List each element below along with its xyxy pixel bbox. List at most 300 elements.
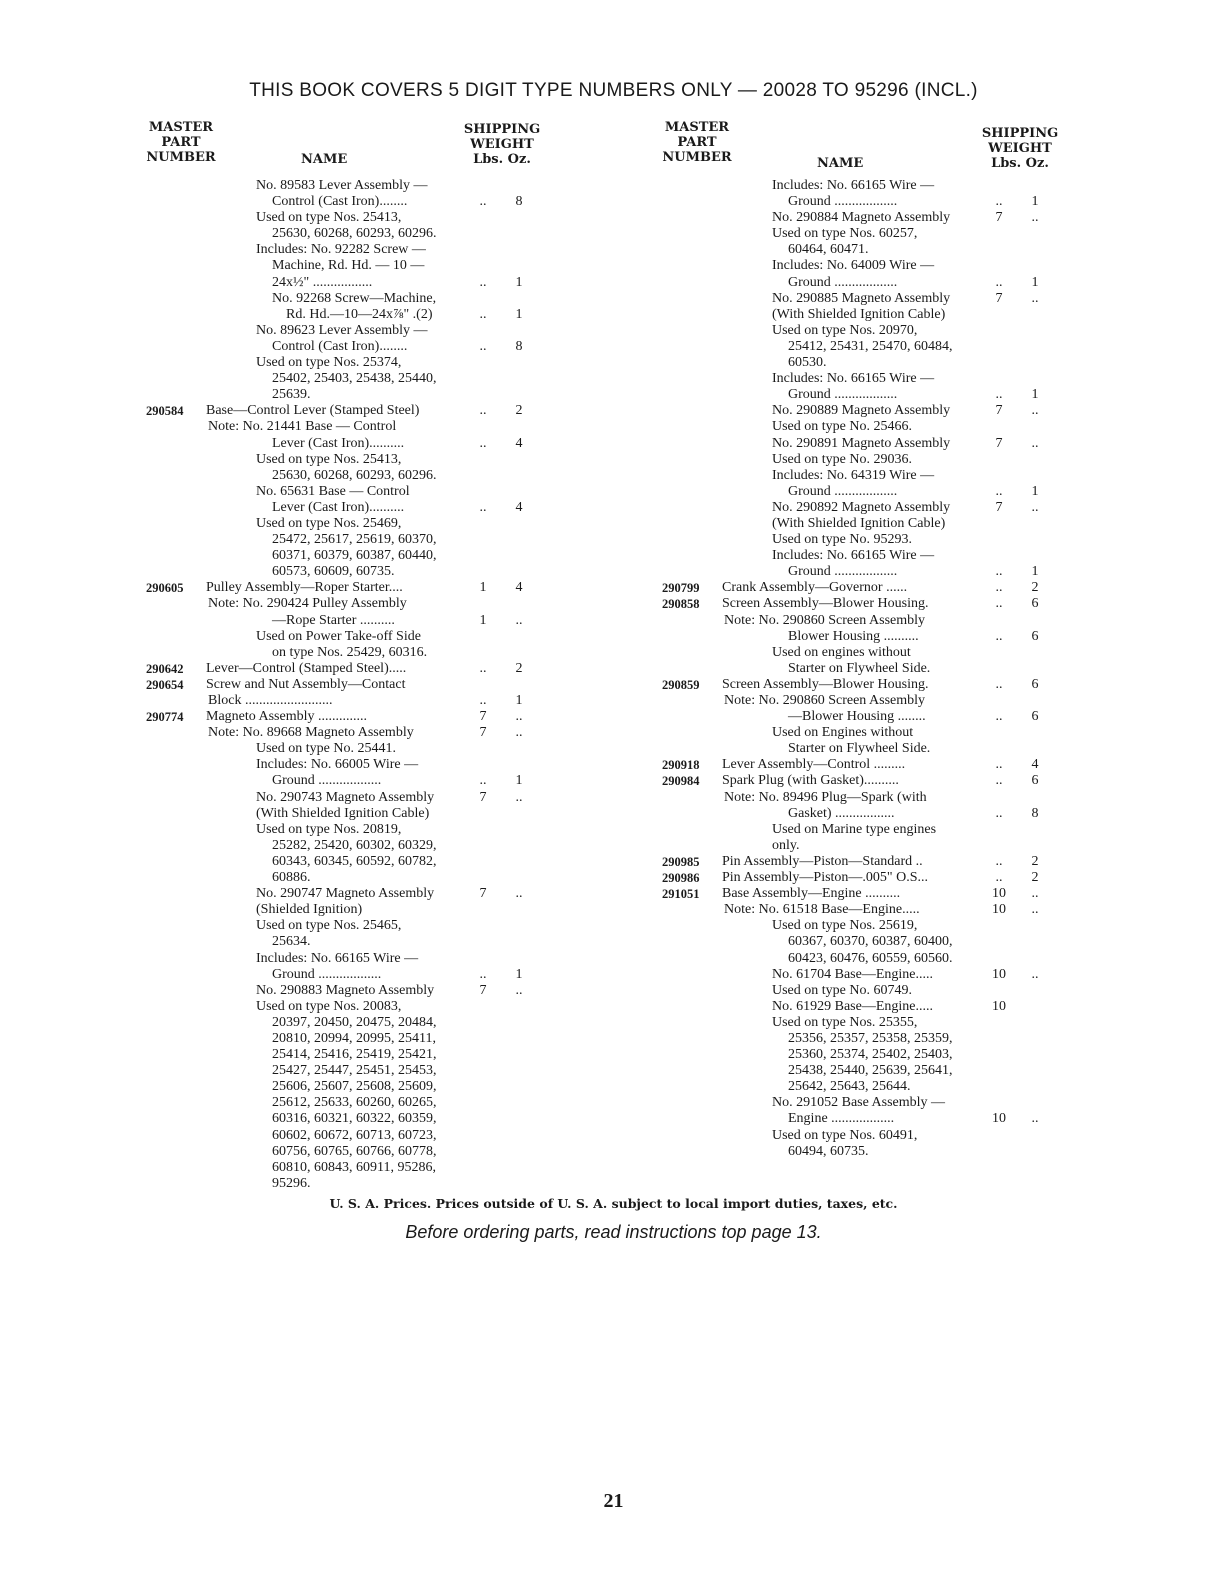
part-description: (Shielded Ignition) xyxy=(256,902,363,918)
weight-lbs: 1 xyxy=(479,580,487,596)
weight-lbs: 7 xyxy=(479,789,487,805)
list-item xyxy=(662,371,1062,387)
weight-oz: 2 xyxy=(1031,870,1039,886)
list-item xyxy=(146,596,546,612)
right-parts-list xyxy=(662,178,1062,1160)
list-item xyxy=(662,741,1062,757)
list-item xyxy=(146,580,546,596)
part-description: Pin Assembly—Piston—.005" O.S... xyxy=(722,870,929,886)
part-description: 60573, 60609, 60735. xyxy=(272,564,395,580)
list-item xyxy=(146,967,546,983)
part-description: Control (Cast Iron)........ xyxy=(272,338,408,354)
list-item xyxy=(146,934,546,950)
weight-oz: 1 xyxy=(1031,564,1039,580)
list-item xyxy=(662,580,1062,596)
list-item xyxy=(146,951,546,967)
list-item xyxy=(662,355,1062,371)
part-number: 290984 xyxy=(662,774,700,789)
weight-lbs: .. xyxy=(995,564,1003,580)
weight-lbs: .. xyxy=(995,870,1003,886)
list-item xyxy=(146,757,546,773)
list-item xyxy=(662,516,1062,532)
part-number: 290605 xyxy=(146,581,184,596)
weight-lbs: 10 xyxy=(992,886,1006,902)
weight-lbs: 7 xyxy=(479,709,487,725)
part-description: Lever (Cast Iron).......... xyxy=(272,499,405,515)
weight-lbs: .. xyxy=(479,966,487,982)
part-description: No. 65631 Base — Control xyxy=(256,483,410,499)
part-description: No. 290884 Magneto Assembly xyxy=(772,210,951,226)
part-description: Screen Assembly—Blower Housing. xyxy=(722,596,929,612)
weight-lbs: .. xyxy=(995,628,1003,644)
list-item xyxy=(146,468,546,484)
list-item xyxy=(146,403,546,419)
part-description: Used on Marine type engines xyxy=(772,821,937,837)
part-number: 290859 xyxy=(662,677,700,692)
weight-oz: .. xyxy=(1031,290,1039,306)
weight-oz: 6 xyxy=(1031,676,1039,692)
part-description: Used on Engines without xyxy=(772,725,914,741)
weight-lbs: .. xyxy=(995,580,1003,596)
list-item xyxy=(662,693,1062,709)
list-item xyxy=(146,371,546,387)
weight-oz: .. xyxy=(515,725,523,741)
list-item xyxy=(146,629,546,645)
weight-oz: 6 xyxy=(1031,709,1039,725)
list-item xyxy=(662,967,1062,983)
part-description: Used on type Nos. 25413, xyxy=(256,451,402,467)
list-item xyxy=(662,629,1062,645)
list-item xyxy=(662,419,1062,435)
part-description: 60886. xyxy=(272,870,311,886)
list-item xyxy=(662,194,1062,210)
list-item xyxy=(662,790,1062,806)
weight-lbs: .. xyxy=(995,483,1003,499)
weight-lbs: 7 xyxy=(995,210,1003,226)
part-description: 25402, 25403, 25438, 25440, xyxy=(272,371,437,387)
list-item xyxy=(146,339,546,355)
list-item xyxy=(146,387,546,403)
part-description: Lever (Cast Iron).......... xyxy=(272,435,405,451)
list-item xyxy=(662,918,1062,934)
list-item xyxy=(146,870,546,886)
list-item xyxy=(662,452,1062,468)
part-number: 290986 xyxy=(662,871,700,886)
list-item xyxy=(146,226,546,242)
part-description: on type Nos. 25429, 60316. xyxy=(272,644,428,660)
list-item xyxy=(662,999,1062,1015)
list-item xyxy=(662,596,1062,612)
part-description: Block ......................... xyxy=(208,693,333,708)
part-description: Ground .................. xyxy=(788,194,898,210)
list-item xyxy=(662,226,1062,242)
list-item xyxy=(146,436,546,452)
list-item xyxy=(146,661,546,677)
part-description: Used on type Nos. 60257, xyxy=(772,226,918,242)
weight-lbs: .. xyxy=(995,805,1003,821)
list-item xyxy=(662,1047,1062,1063)
weight-oz: 1 xyxy=(1031,274,1039,290)
list-item xyxy=(662,242,1062,258)
part-description: 60371, 60379, 60387, 60440, xyxy=(272,548,437,564)
part-description: Blower Housing .......... xyxy=(788,628,919,644)
left-column xyxy=(146,120,546,1192)
weight-oz: 4 xyxy=(1031,757,1039,773)
list-item xyxy=(146,1063,546,1079)
weight-oz: 8 xyxy=(515,338,523,354)
part-description: Magneto Assembly .............. xyxy=(206,709,367,725)
part-description: (With Shielded Ignition Cable) xyxy=(772,515,946,531)
part-description: Includes: No. 66165 Wire — xyxy=(772,548,935,564)
list-item xyxy=(146,983,546,999)
weight-lbs: 7 xyxy=(479,725,487,741)
part-description: Pin Assembly—Piston—Standard .. xyxy=(722,853,923,869)
weight-lbs: .. xyxy=(479,403,487,419)
list-item xyxy=(146,886,546,902)
list-item xyxy=(662,210,1062,226)
list-item xyxy=(662,275,1062,291)
part-description: Ground .................. xyxy=(788,564,898,580)
list-item xyxy=(146,822,546,838)
part-description: Used on engines without xyxy=(772,644,911,660)
part-description: Used on type No. 25441. xyxy=(256,741,396,757)
part-description: Base—Control Lever (Stamped Steel) xyxy=(206,403,420,419)
weight-lbs: 7 xyxy=(479,886,487,902)
list-item xyxy=(662,307,1062,323)
list-item xyxy=(662,645,1062,661)
weight-lbs: .. xyxy=(995,274,1003,290)
part-description: 95296. xyxy=(272,1175,311,1191)
part-description: Gasket) ................. xyxy=(788,805,895,821)
left-column-headers xyxy=(146,120,546,178)
weight-oz: 1 xyxy=(515,773,523,789)
part-number: 290584 xyxy=(146,404,184,419)
list-item xyxy=(662,1063,1062,1079)
weight-lbs: 10 xyxy=(992,998,1006,1014)
weight-lbs: .. xyxy=(995,596,1003,612)
list-item xyxy=(146,1144,546,1160)
part-description: 25356, 25357, 25358, 25359, xyxy=(788,1030,953,1046)
weight-oz: 4 xyxy=(515,435,523,451)
list-item xyxy=(146,1095,546,1111)
list-item xyxy=(662,983,1062,999)
list-item xyxy=(146,1160,546,1176)
weight-oz: .. xyxy=(515,612,523,628)
master-part-number-header: MASTER PART NUMBER xyxy=(146,120,216,165)
part-description: Used on Power Take-off Side xyxy=(256,628,421,644)
part-description: 25630, 60268, 60293, 60296. xyxy=(272,467,437,483)
weight-lbs: .. xyxy=(479,274,487,290)
part-description: Ground .................. xyxy=(788,483,898,499)
list-item xyxy=(662,613,1062,629)
list-item xyxy=(146,613,546,629)
weight-oz: 2 xyxy=(1031,853,1039,869)
weight-oz: 2 xyxy=(515,403,523,419)
list-item xyxy=(662,677,1062,693)
part-description: Used on type Nos. 20083, xyxy=(256,998,402,1014)
weight-lbs: .. xyxy=(995,853,1003,869)
part-description: Ground .................. xyxy=(788,387,898,403)
list-item xyxy=(146,1111,546,1127)
weight-lbs: .. xyxy=(479,338,487,354)
list-item xyxy=(146,838,546,854)
weight-lbs: .. xyxy=(479,306,487,322)
part-description: (With Shielded Ignition Cable) xyxy=(256,805,430,821)
part-description: Includes: No. 66165 Wire — xyxy=(772,371,935,387)
list-item xyxy=(662,757,1062,773)
list-item xyxy=(662,436,1062,452)
list-item xyxy=(146,773,546,789)
part-description: (With Shielded Ignition Cable) xyxy=(772,306,946,322)
part-description: —Rope Starter .......... xyxy=(272,612,395,628)
list-item xyxy=(662,902,1062,918)
list-item xyxy=(146,210,546,226)
list-item xyxy=(662,323,1062,339)
part-description: 25639. xyxy=(272,387,311,403)
list-item xyxy=(662,468,1062,484)
weight-oz: 1 xyxy=(515,274,523,290)
part-description: Used on type Nos. 60491, xyxy=(772,1127,918,1143)
list-item xyxy=(662,339,1062,355)
part-description: 25412, 25431, 25470, 60484, xyxy=(788,338,953,354)
part-description: Screw and Nut Assembly—Contact xyxy=(206,676,406,692)
part-description: Used on type Nos. 25465, xyxy=(256,918,402,934)
list-item xyxy=(146,178,546,194)
part-description: 60316, 60321, 60322, 60359, xyxy=(272,1111,437,1127)
weight-oz: 4 xyxy=(515,580,523,596)
part-description: 25414, 25416, 25419, 25421, xyxy=(272,1047,437,1063)
part-description: Used on type No. 60749. xyxy=(772,982,912,998)
list-item xyxy=(662,709,1062,725)
list-item xyxy=(146,645,546,661)
part-description: No. 92268 Screw—Machine, xyxy=(272,290,437,306)
list-item xyxy=(662,1031,1062,1047)
price-footnote: U. S. A. Prices. Prices outside of U. S. A. subject to local import duties, taxes, etc. xyxy=(329,1196,898,1211)
weight-oz: 8 xyxy=(1031,805,1039,821)
weight-lbs: .. xyxy=(995,709,1003,725)
part-description: Control (Cast Iron)........ xyxy=(272,194,408,210)
part-number: 290985 xyxy=(662,854,700,869)
part-description: 20397, 20450, 20475, 20484, xyxy=(272,1014,437,1030)
list-item xyxy=(146,484,546,500)
part-description: Used on type Nos. 25374, xyxy=(256,355,402,371)
page-number: 21 xyxy=(603,1490,624,1512)
weight-oz: 4 xyxy=(515,499,523,515)
part-number: 290918 xyxy=(662,758,700,773)
weight-lbs: .. xyxy=(995,757,1003,773)
list-item xyxy=(146,790,546,806)
part-description: Includes: No. 64319 Wire — xyxy=(772,467,935,483)
weight-oz: 1 xyxy=(515,306,523,322)
right-column xyxy=(662,120,1062,1160)
list-item xyxy=(662,934,1062,950)
weight-lbs: .. xyxy=(479,773,487,789)
weight-oz: 6 xyxy=(1031,596,1039,612)
part-description: 25606, 25607, 25608, 25609, xyxy=(272,1079,437,1095)
list-item xyxy=(146,725,546,741)
part-description: Starter on Flywheel Side. xyxy=(788,660,931,676)
part-description: No. 89623 Lever Assembly — xyxy=(256,322,428,338)
list-item xyxy=(146,677,546,693)
weight-oz: .. xyxy=(515,982,523,998)
list-item xyxy=(662,806,1062,822)
list-item xyxy=(146,1047,546,1063)
weight-lbs: .. xyxy=(479,660,487,676)
list-item xyxy=(146,709,546,725)
master-part-number-header: MASTER PART NUMBER xyxy=(662,120,732,165)
list-item xyxy=(662,822,1062,838)
weight-oz: 2 xyxy=(515,660,523,676)
part-description: only. xyxy=(772,837,800,853)
weight-oz: .. xyxy=(515,709,523,725)
weight-lbs: 7 xyxy=(479,982,487,998)
list-item xyxy=(146,1031,546,1047)
name-header: NAME xyxy=(301,152,348,167)
part-description: 25282, 25420, 60302, 60329, xyxy=(272,837,437,853)
weight-oz: .. xyxy=(1031,1111,1039,1127)
weight-oz: .. xyxy=(1031,403,1039,419)
weight-oz: 1 xyxy=(515,693,523,708)
weight-lbs: 7 xyxy=(995,499,1003,515)
part-description: Includes: No. 66005 Wire — xyxy=(256,757,419,773)
weight-oz: 1 xyxy=(1031,483,1039,499)
part-description: Note: No. 89496 Plug—Spark (with xyxy=(724,789,927,805)
part-description: 60367, 60370, 60387, 60400, xyxy=(788,934,953,950)
list-item xyxy=(662,870,1062,886)
weight-oz: 1 xyxy=(515,966,523,982)
weight-oz: .. xyxy=(515,789,523,805)
part-description: Used on type Nos. 25413, xyxy=(256,210,402,226)
list-item xyxy=(146,1015,546,1031)
weight-lbs: .. xyxy=(479,194,487,210)
right-column-headers xyxy=(662,120,1062,178)
part-description: Used on type Nos. 25355, xyxy=(772,1014,918,1030)
part-description: Starter on Flywheel Side. xyxy=(788,741,931,757)
list-item xyxy=(146,291,546,307)
weight-lbs: .. xyxy=(995,676,1003,692)
part-description: No. 61704 Base—Engine..... xyxy=(772,966,933,982)
list-item xyxy=(662,1144,1062,1160)
list-item xyxy=(146,1079,546,1095)
weight-lbs: .. xyxy=(995,194,1003,210)
list-item xyxy=(662,178,1062,194)
weight-lbs: .. xyxy=(479,435,487,451)
weight-oz: 8 xyxy=(515,194,523,210)
page-header: THIS BOOK COVERS 5 DIGIT TYPE NUMBERS ONLY — 20028 TO 95296 (INCL.) xyxy=(249,80,978,101)
part-description: 25642, 25643, 25644. xyxy=(788,1079,911,1095)
part-number: 290642 xyxy=(146,661,184,676)
list-item xyxy=(662,564,1062,580)
weight-lbs: 7 xyxy=(995,435,1003,451)
list-item xyxy=(146,548,546,564)
part-description: Pulley Assembly—Roper Starter.... xyxy=(206,580,403,596)
part-description: 60343, 60345, 60592, 60782, xyxy=(272,853,437,869)
list-item xyxy=(146,452,546,468)
list-item xyxy=(662,1079,1062,1095)
part-description: Used on type No. 95293. xyxy=(772,532,912,548)
list-item xyxy=(146,355,546,371)
part-description: Ground .................. xyxy=(272,773,382,789)
name-header: NAME xyxy=(817,156,864,171)
part-description: No. 290891 Magneto Assembly xyxy=(772,435,951,451)
weight-oz: .. xyxy=(1031,210,1039,226)
weight-lbs: 7 xyxy=(995,403,1003,419)
part-description: 60756, 60765, 60766, 60778, xyxy=(272,1143,437,1159)
weight-lbs: 7 xyxy=(995,290,1003,306)
list-item xyxy=(662,854,1062,870)
weight-oz: .. xyxy=(1031,902,1039,918)
list-item xyxy=(146,564,546,580)
list-item xyxy=(146,242,546,258)
weight-oz: .. xyxy=(1031,499,1039,515)
list-item xyxy=(146,806,546,822)
weight-oz: 1 xyxy=(1031,194,1039,210)
part-description: —Blower Housing ........ xyxy=(788,709,926,725)
left-parts-list xyxy=(146,178,546,1192)
part-description: Used on type Nos. 20970, xyxy=(772,322,918,338)
list-item xyxy=(146,323,546,339)
part-description: Spark Plug (with Gasket).......... xyxy=(722,773,899,789)
part-description: Includes: No. 66165 Wire — xyxy=(772,178,935,193)
part-description: No. 290892 Magneto Assembly xyxy=(772,499,951,515)
part-description: Note: No. 89668 Magneto Assembly xyxy=(208,725,414,741)
part-description: 60464, 60471. xyxy=(788,242,869,258)
list-item xyxy=(662,661,1062,677)
weight-lbs: .. xyxy=(995,387,1003,403)
part-description: 60810, 60843, 60911, 95286, xyxy=(272,1159,436,1175)
part-description: Note: No. 61518 Base—Engine..... xyxy=(724,902,920,918)
list-item xyxy=(146,532,546,548)
list-item xyxy=(662,258,1062,274)
part-description: Ground .................. xyxy=(788,274,898,290)
list-item xyxy=(662,484,1062,500)
part-description: 25612, 25633, 60260, 60265, xyxy=(272,1095,437,1111)
weight-lbs: .. xyxy=(479,499,487,515)
list-item xyxy=(146,902,546,918)
list-item xyxy=(662,548,1062,564)
part-description: Crank Assembly—Governor ...... xyxy=(722,580,908,596)
part-description: 20810, 20994, 20995, 25411, xyxy=(272,1030,436,1046)
list-item xyxy=(662,1111,1062,1127)
part-description: Used on type No. 29036. xyxy=(772,451,912,467)
list-item xyxy=(662,403,1062,419)
list-item xyxy=(146,500,546,516)
part-description: 60423, 60476, 60559, 60560. xyxy=(788,950,953,966)
part-description: 60602, 60672, 60713, 60723, xyxy=(272,1127,437,1143)
part-description: Used on type Nos. 20819, xyxy=(256,821,402,837)
part-description: 25634. xyxy=(272,934,311,950)
list-item xyxy=(662,773,1062,789)
part-description: No. 290883 Magneto Assembly xyxy=(256,982,435,998)
weight-oz: .. xyxy=(1031,886,1039,902)
list-item xyxy=(662,951,1062,967)
weight-oz: .. xyxy=(1031,966,1039,982)
part-description: Note: No. 290424 Pulley Assembly xyxy=(208,596,407,612)
weight-oz: .. xyxy=(515,886,523,902)
part-description: Used on type Nos. 25619, xyxy=(772,918,918,934)
part-description: Includes: No. 92282 Screw — xyxy=(256,242,426,258)
list-item xyxy=(146,1176,546,1192)
weight-oz: 1 xyxy=(1031,387,1039,403)
part-description: No. 290885 Magneto Assembly xyxy=(772,290,951,306)
part-description: Machine, Rd. Hd. — 10 — xyxy=(272,258,425,274)
ordering-instructions: Before ordering parts, read instructions top page 13. xyxy=(405,1222,822,1242)
weight-lbs: .. xyxy=(479,693,487,708)
weight-oz: 2 xyxy=(1031,580,1039,596)
part-description: Screen Assembly—Blower Housing. xyxy=(722,676,929,692)
weight-oz: 6 xyxy=(1031,628,1039,644)
part-description: Note: No. 21441 Base — Control xyxy=(208,419,397,435)
